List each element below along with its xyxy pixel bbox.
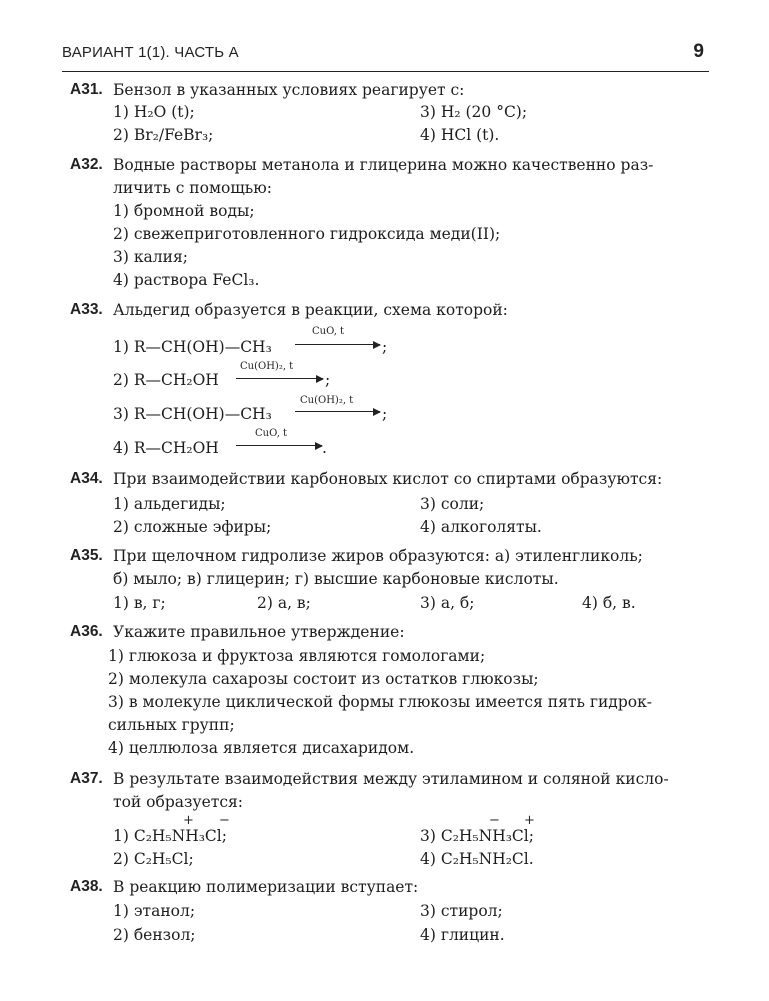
option: 3) а, б; [420, 594, 475, 612]
option: 4) б, в. [582, 594, 636, 612]
option: 2) C₂H₅Cl; [113, 850, 194, 868]
punctuation: . [322, 439, 327, 457]
option: 1) H₂O (t); [113, 103, 195, 121]
punctuation: ; [325, 371, 331, 389]
option: 1) альдегиды; [113, 495, 226, 513]
option: 4) HCl (t). [420, 126, 500, 144]
question-number: А36. [70, 623, 103, 640]
question-text: Альдегид образуется в реакции, схема которой: [113, 301, 508, 319]
charge-minus: − [489, 813, 500, 828]
option: сильных групп; [108, 716, 235, 734]
option: 2) сложные эфиры; [113, 518, 272, 536]
header-title: ВАРИАНТ 1(1). ЧАСТЬ А [62, 44, 239, 61]
charge-plus: + [524, 813, 535, 828]
page-number: 9 [693, 41, 704, 62]
reaction-arrow-icon [295, 411, 380, 412]
reaction-arrow-icon [236, 445, 322, 446]
question-text: б) мыло; в) глицерин; г) высшие карбоновые кислоты. [113, 570, 559, 588]
reaction-scheme: 3) R—CH(OH)—CH₃ [113, 405, 272, 423]
option: 2) молекула сахарозы состоит из остатков глюкозы; [108, 670, 539, 688]
option: 4) алкоголяты. [420, 518, 542, 536]
option: 2) бензол; [113, 926, 196, 944]
question-number: А34. [70, 470, 103, 487]
question-text: Укажите правильное утверждение: [113, 623, 405, 641]
question-number: А32. [70, 156, 103, 173]
option: 3) калия; [113, 248, 188, 266]
option: 2) Br₂/FeBr₃; [113, 126, 214, 144]
question-text: Бензол в указанных условиях реагирует с: [113, 81, 465, 99]
option: 3) соли; [420, 495, 485, 513]
option: 3) стирол; [420, 902, 503, 920]
question-text: Водные растворы метанола и глицерина можно качественно раз- [113, 156, 654, 174]
reaction-scheme: 4) R—CH₂OH [113, 439, 219, 457]
option: 2) а, в; [257, 594, 311, 612]
charge-plus: + [183, 813, 194, 828]
reaction-condition: Cu(OH)₂, t [300, 395, 354, 406]
option: 3) H₂ (20 °C); [420, 103, 528, 121]
question-number: А35. [70, 547, 103, 564]
option: 2) свежеприготовленного гидроксида меди(II); [113, 225, 501, 243]
option: 1) в, г; [113, 594, 166, 612]
reaction-scheme: 1) R—CH(OH)—CH₃ [113, 338, 272, 356]
punctuation: ; [382, 338, 388, 356]
question-text: При взаимодействии карбоновых кислот со спиртами образуются: [113, 470, 663, 488]
question-number: А38. [70, 878, 103, 895]
reaction-condition: CuO, t [312, 326, 345, 337]
option: 1) C₂H₅NH₃Cl; [113, 827, 227, 845]
option: 3) в молекуле циклической формы глюкозы имеется пять гидрок- [108, 693, 653, 711]
reaction-condition: CuO, t [255, 428, 288, 439]
option: 4) глицин. [420, 926, 505, 944]
charge-minus: − [219, 813, 230, 828]
reaction-condition: Cu(OH)₂, t [240, 361, 294, 372]
question-number: А31. [70, 81, 103, 98]
question-text: В результате взаимодействия между этиламином и соляной кисло- [113, 770, 669, 788]
question-number: А37. [70, 770, 103, 787]
question-text: При щелочном гидролизе жиров образуются: а) этиленгликоль; [113, 547, 643, 565]
option: 4) раствора FeCl₃. [113, 271, 260, 289]
option: 1) глюкоза и фруктоза являются гомологами; [108, 647, 486, 665]
option: 4) C₂H₅NH₂Cl. [420, 850, 534, 868]
reaction-arrow-icon [236, 378, 323, 379]
option: 1) бромной воды; [113, 202, 255, 220]
page-header [62, 41, 709, 72]
option: 3) C₂H₅NH₃Cl; [420, 827, 534, 845]
reaction-arrow-icon [295, 344, 380, 345]
option: 1) этанол; [113, 902, 196, 920]
question-text: той образуется: [113, 793, 243, 811]
question-number: А33. [70, 301, 103, 318]
question-text: личить с помощью: [113, 179, 272, 197]
question-text: В реакцию полимеризации вступает: [113, 878, 419, 896]
punctuation: ; [382, 405, 388, 423]
option: 4) целлюлоза является дисахаридом. [108, 739, 415, 757]
reaction-scheme: 2) R—CH₂OH [113, 371, 219, 389]
